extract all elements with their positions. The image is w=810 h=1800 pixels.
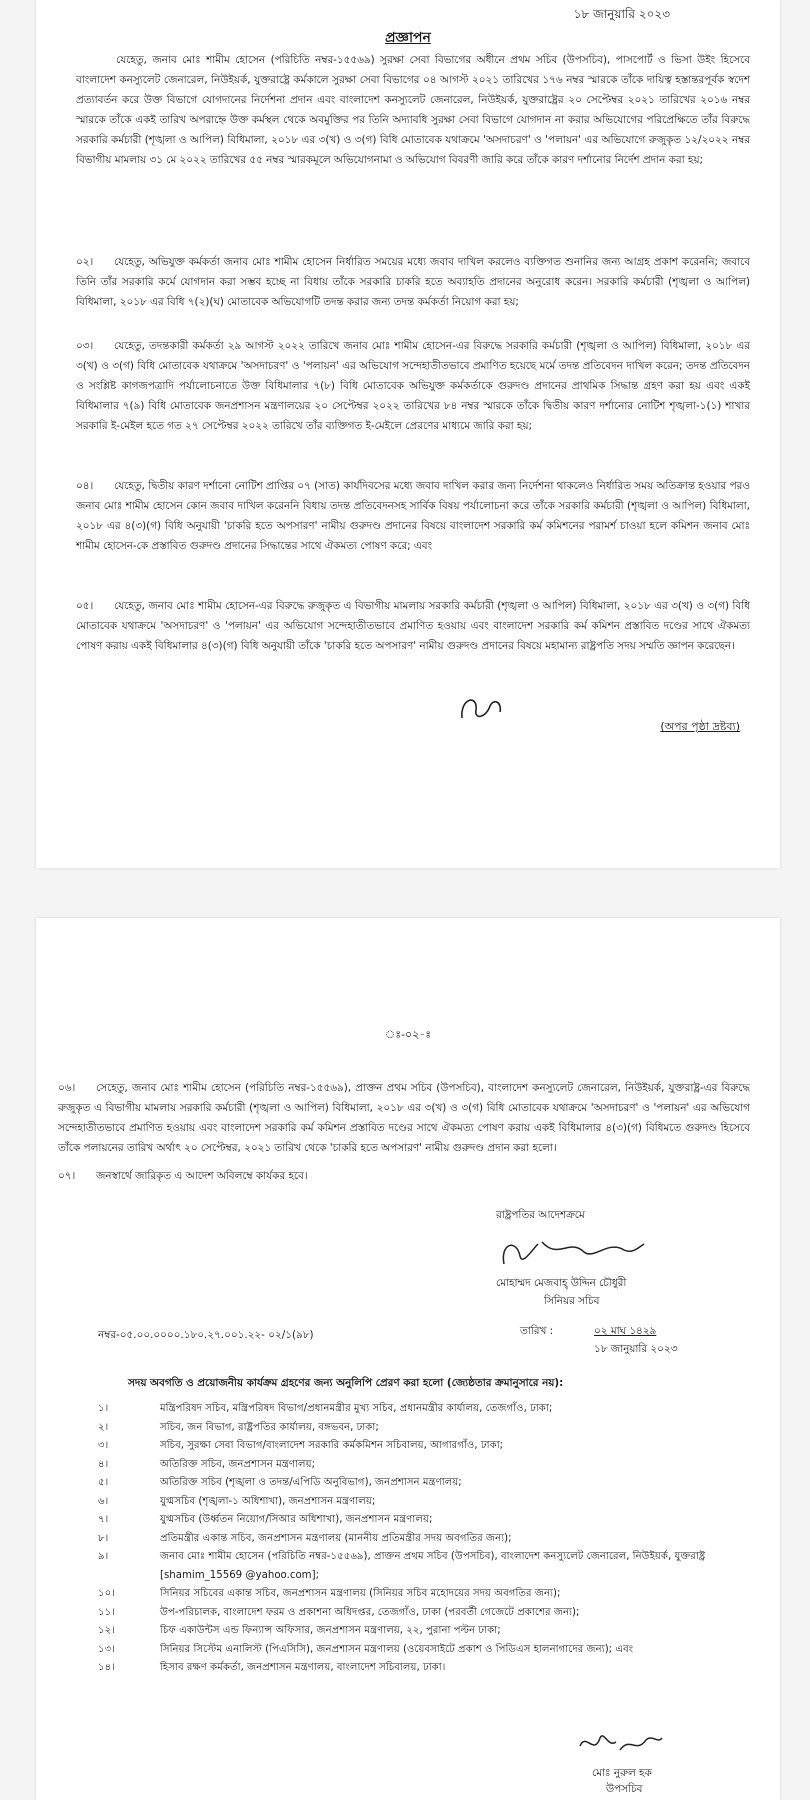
date-bangla: ০২ মাঘ ১৪২৯ (594, 1325, 657, 1337)
paragraph-04 (76, 476, 750, 556)
list-item-number: ১১। (98, 1606, 115, 1618)
list-item (98, 1493, 738, 1512)
paragraph-text: যেহেতু, দ্বিতীয় কারণ দর্শানো নোটিশ প্রাপ্তির ০৭ (সাত) কার্যদিবসের মধ্যে জবাব দাখিল করার জন্য নির্দেশনা থাকলেও নির্ধারিত সময় অতিক্রান্ত হওয়ার পরও জনাব মোঃ শামীম হোসেন কোন জবাব দাখিল করেননি বিধায় তদন্ত প্রতিবেদনসহ সার্বিক বিষয় পর্যালোচনা করে তাঁকে সরকারি কর্মচারী (শৃঙ্খলা ও আপিল) বিধিমালা, ২০১৮ এর ৪(৩)(গ) বিধি অনুযায়ী 'চাকরি হতে অপসারণ' নামীয় গুরুদণ্ড প্রদানের বিষয়ে বাংলাদেশ সরকারি কর্ম কমিশনের পরামর্শ চাওয়া হলে কমিশন জনাব মোঃ শামীম হোসেন-কে প্রস্তাবিত গুরুদণ্ড প্রদানের সিদ্ধান্তের সাথে ঐকমত্য পোষণ করে; এবং (76, 480, 750, 552)
list-item-number: ৯। (98, 1551, 109, 1562)
paragraph-number: ০৫। (76, 600, 94, 612)
list-item-number: ৩। (98, 1440, 109, 1451)
list-item-text: যুগ্মসচিব (শৃঙ্খলা-১ অধিশাখা), জনপ্রশাসন মন্ত্রণালয়; (160, 1495, 376, 1507)
paragraph-text: সেহেতু, জনাব মোঃ শামীম হোসেন (পরিচিতি নম্বর-১৫৫৬৯), প্রাক্তন প্রথম সচিব (উপসচিব), বাংলাদেশ কনস্যুলেট জেনারেল, নিউইয়র্ক, যুক্তরাষ্ট্র-এর বিরুদ্ধে রুজুকৃত এ বিভাগীয় মামলায় সরকারি কর্মচারী (শৃঙ্খলা ও আপিল) বিধিমালা, ২০১৮ এর ৩(খ) ও ৩(গ) বিধি মোতাবেক যথাক্রমে 'অসদাচরণ' ও 'পলায়ন' এর অভিযোগ সন্দেহাতীতভাবে প্রমাণিত হওয়ায় এবং বাংলাদেশ সরকারি কর্ম কমিশন প্রস্তাবিত দণ্ডের সাথে ঐকমত্য পোষণ করায় একই বিধিমালার ৪(৩)(গ) বিধিমতে গুরুদণ্ড হিসেবে তাঁকে পলায়নের তারিখ অর্থাৎ ২০ সেপ্টেম্বর, ২০২১ তারিখ থেকে 'চাকরি হতে অপসারণ' নামীয় গুরুদণ্ড প্রদান করা হলো। (58, 1082, 750, 1154)
paragraph-02 (76, 252, 750, 312)
list-item-text: সচিব, জন বিভাগ, রাষ্ট্রপতির কার্যালয়, বঙ্গভবন, ঢাকা; (160, 1421, 379, 1433)
top-date: ১৮ জানুয়ারি ২০২৩ (573, 7, 670, 21)
document-page-1 (36, 0, 780, 868)
signatory-title: সিনিয়র সচিব (544, 1295, 600, 1307)
list-item-text: সচিব, সুরক্ষা সেবা বিভাগ/বাংলাদেশ সরকারি কর্মকমিশন সচিবালয়, আগারগাঁও, ঢাকা; (160, 1440, 504, 1451)
list-item-number: ৬। (98, 1495, 109, 1507)
list-item (98, 1511, 738, 1530)
list-item-number: ১৩। (98, 1643, 115, 1655)
list-item-number: ৮। (98, 1532, 109, 1544)
signature-mark (498, 1230, 648, 1274)
paragraph-intro: যেহেতু, জনাব মোঃ শামীম হোসেন (পরিচিতি নম্বর-১৫৫৬৯) সুরক্ষা সেবা বিভাগের অধীনে প্রথম সচিব (উপসচিব), পাসপোর্ট ও ভিসা উইং হিসেবে বাংলাদেশ কনস্যুলেট জেনারেল, নিউইয়র্ক, যুক্তরাষ্ট্রে কর্মকালে সুরক্ষা সেবা বিভাগের ০৪ আগস্ট ২০২১ তারিখের ১৭৬ নম্বর স্মারকে তাঁকে দায়িত্ব হস্তান্তরপূর্বক স্বদেশ প্রত্যাবর্তন করে উক্ত বিভাগে যোগদানের নির্দেশনা প্রদান এবং বাংলাদেশ কনস্যুলেট জেনারেল, নিউইয়র্ক, যুক্তরাষ্ট্রের ২০ সেপ্টেম্বর ২০২১ তারিখের ২০১৬ নম্বর স্মারকে তাঁকে একই তারিখ অপরাহ্নে উক্ত কর্মস্থল থেকে অবমুক্তির পর তিনি অদ্যাবধি সুরক্ষা সেবা বিভাগে যোগদান না করার অভিযোগের পরিপ্রেক্ষিতে তাঁর বিরুদ্ধে সরকারি কর্মচারী (শৃঙ্খলা ও আপিল) বিধিমালা, ২০১৮ এর ৩(খ) ও ৩(গ) বিধি মোতাবেক যথাক্রমে 'অসদাচরণ' ও 'পলায়ন' এর অভিযোগে রুজুকৃত ১২/২০২২ নম্বর বিভাগীয় মামলায় ৩১ মে ২০২২ তারিখের ৫৫ নম্বর স্মারকমূলে অভিযোগনামা ও অভিযোগ বিবরণী জারি করে তাঁকে কারণ দর্শানোর নির্দেশ প্রদান করা হয়; (76, 54, 750, 166)
page-number: ঃ-০২-ঃ (384, 1028, 432, 1041)
paragraph-text: যেহেতু, অভিযুক্ত কর্মকর্তা জনাব মোঃ শামীম হোসেন নির্ধারিত সময়ের মধ্যে জবাব দাখিল করলেও ব্যক্তিগত শুনানির জন্য আগ্রহ প্রকাশ করেননি; জবাবে তিনি তাঁর সরকারি কর্মে যোগদান করা সম্ভব হচ্ছে না বিধায় তাঁকে সরকারি চাকরি হতে অব্যাহতি প্রদানের অনুরোধ করেন। সরকারি কর্মচারী (শৃঙ্খলা ও আপিল) বিধিমালা, ২০১৮ এর বিধি ৭(২)(ঘ) মোতাবেক অভিযোগটি তদন্ত করার জন্য তদন্ত কর্মকর্তা নিয়োগ করা হয়; (76, 256, 750, 308)
paragraph-05 (76, 596, 750, 656)
paragraph-number: ০২। (76, 256, 94, 268)
list-item (98, 1419, 738, 1438)
list-item (98, 1548, 738, 1585)
list-item (98, 1530, 738, 1549)
list-item-text: প্রতিমন্ত্রীর একান্ত সচিব, জনপ্রশাসন মন্ত্রণালয় (মাননীয় প্রতিমন্ত্রীর সদয় অবগতির জন্য); (160, 1532, 512, 1544)
list-item-text: অতিরিক্ত সচিব (শৃঙ্খলা ও তদন্ত/এপিডি অনুবিভাগ), জনপ্রশাসন মন্ত্রণালয়; (160, 1477, 462, 1488)
distribution-list (98, 1400, 738, 1678)
paragraph-number: ০৬। (58, 1082, 76, 1094)
list-item-text: উপ-পরিচালক, বাংলাদেশ ফরম ও প্রকাশনা অধিদপ্তর, তেজগাঁও, ঢাকা (পরবর্তী গেজেটে প্রকাশের জন্য); (160, 1606, 580, 1618)
document-title: প্রজ্ঞাপন (385, 30, 431, 46)
list-item (98, 1585, 738, 1604)
list-item-text: জনাব মোঃ শামীম হোসেন (পরিচিতি নম্বর-১৫৫৬৯), প্রাক্তন প্রথম সচিব (উপসচিব), বাংলাদেশ কনস্যুলেট জেনারেল, নিউইয়র্ক, যুক্তরাষ্ট্র [shamim_15569 @yahoo.com]; (160, 1551, 706, 1581)
paragraph-03 (76, 336, 750, 436)
list-item (98, 1604, 738, 1623)
list-item-text: অতিরিক্ত সচিব, জনপ্রশাসন মন্ত্রণালয়; (160, 1458, 316, 1470)
date-english: ১৮ জানুয়ারি ২০২৩ (594, 1343, 678, 1355)
list-item-number: ১০। (98, 1588, 115, 1599)
signature-mark (456, 688, 516, 728)
by-order-line: রাষ্ট্রপতির আদেশক্রমে (496, 1209, 585, 1221)
list-item (98, 1400, 738, 1419)
paragraph-text: জনস্বার্থে জারিকৃত এ আদেশ অবিলম্বে কার্যকর হবে। (96, 1170, 308, 1182)
signature-mark (576, 1726, 666, 1764)
paragraph-text: যেহেতু, তদন্তকারী কর্মকর্তা ২৯ আগস্ট ২০২২ তারিখে জনাব মোঃ শামীম হোসেন-এর বিরুদ্ধে সরকারি কর্মচারী (শৃঙ্খলা ও আপিল) বিধিমালা, ২০১৮ এর ৩(খ) ও ৩(গ) বিধি মোতাবেক যথাক্রমে 'অসদাচরণ' ও 'পলায়ন' এর অভিযোগ সন্দেহাতীতভাবে প্রমাণিত হয়েছে মর্মে তদন্ত প্রতিবেদন দাখিল করেন; তদন্ত প্রতিবেদন ও সংশ্লিষ্ট কাগজপত্রাদি পর্যালোচনাতে উক্ত বিধিমালার ৭(৮) বিধি মোতাবেক অভিযুক্ত কর্মকর্তাকে গুরুদণ্ড প্রদানের প্রাথমিক সিদ্ধান্ত গ্রহণ করা হয় এবং একই বিধিমালার ৭(৯) বিধি মোতাবেক জনপ্রশাসন মন্ত্রণালয়ের ২০ সেপ্টেম্বর ২০২২ তারিখের ৮৪ নম্বর স্মারকে তাঁকে দ্বিতীয় কারণ দর্শানোর নোটিশ শৃঙ্খলা-১(১) শাখার সরকারি ই-মেইল হতে গত ২৭ সেপ্টেম্বর ২০২২ তারিখে তাঁর ব্যক্তিগত ই-মেইলে প্রেরণের মাধ্যমে জারি করা হয়; (76, 340, 750, 432)
list-item-number: ৪। (98, 1458, 109, 1470)
reference-number: নম্বর-০৫.০০.০০০০.১৮০.২৭.০০১.২২- ০২/১(৯৮) (98, 1329, 314, 1341)
date-block (520, 1322, 677, 1358)
list-item-number: ১৪। (98, 1662, 115, 1673)
list-item (98, 1659, 738, 1678)
list-item-number: ৭। (98, 1514, 109, 1525)
list-item-number: ১২। (98, 1625, 115, 1636)
list-item (98, 1474, 738, 1493)
list-item-number: ২। (98, 1421, 109, 1433)
list-item-text: যুগ্মসচিব (উর্ধ্বতন নিয়োগ/সিআর অধিশাখা), জনপ্রশাসন মন্ত্রণালয়; (160, 1514, 433, 1525)
distribution-heading: সদয় অবগতি ও প্রয়োজনীয় কার্যক্রম গ্রহণের জন্য অনুলিপি প্রেরণ করা হলো (জ্যেষ্ঠতার ক্রমানুসারে নয়): (128, 1377, 564, 1389)
list-item-text: মন্ত্রিপরিষদ সচিব, মন্ত্রিপরিষদ বিভাগ/প্রধানমন্ত্রীর মুখ্য সচিব, প্রধানমন্ত্রীর কার্যালয়, তেজগাঁও, ঢাকা; (160, 1403, 553, 1414)
signatory-name: মোহাম্মদ মেজবাহ্ উদ্দিন চৌধুরী (496, 1277, 627, 1289)
paragraph-number: ০৪। (76, 480, 94, 492)
list-item-text: চিফ একাউন্টস এন্ড ফিন্যান্স অফিসার, জনপ্রশাসন মন্ত্রণালয়, ২২, পুরানা পল্টন ঢাকা; (160, 1625, 501, 1636)
list-item-text: হিসাব রক্ষণ কর্মকর্তা, জনপ্রশাসন মন্ত্রণালয়, বাংলাদেশ সচিবালয়, ঢাকা। (160, 1662, 446, 1673)
list-item (98, 1437, 738, 1456)
list-item-number: ১। (98, 1403, 109, 1414)
list-item-text: সিনিয়র সিস্টেম এনালিস্ট (পিএসিসি), জনপ্রশাসন মন্ত্রণালয় (ওয়েবসাইটে প্রকাশ ও পিডিএস হালনাগাদের জন্য); এবং (160, 1643, 634, 1655)
list-item (98, 1456, 738, 1475)
continue-note: (অপর পৃষ্ঠা দ্রষ্টব্য) (660, 720, 740, 733)
list-item-text: সিনিয়র সচিবের একান্ত সচিব, জনপ্রশাসন মন্ত্রণালয় (সিনিয়র সচিব মহোদয়ের সদয় অবগতির জন্য); (160, 1588, 561, 1599)
document-page-2 (36, 918, 780, 1800)
officer-name: মোঃ নুরুল হক (592, 1767, 652, 1779)
list-item (98, 1641, 738, 1660)
list-item (98, 1622, 738, 1641)
paragraph-text: যেহেতু, জনাব মোঃ শামীম হোসেন-এর বিরুদ্ধে রুজুকৃত এ বিভাগীয় মামলায় সরকারি কর্মচারী (শৃঙ্খলা ও আপিল) বিধিমালা, ২০১৮ এর ৩(খ) ও ৩(গ) বিধি মোতাবেক যথাক্রমে 'অসদাচরণ' ও 'পলায়ন' এর অভিযোগ সন্দেহাতীতভাবে প্রমাণিত হওয়ায় এবং বাংলাদেশ সরকারি কর্ম কমিশন প্রস্তাবিত দণ্ডের সাথে ঐকমত্য পোষণ করায় একই বিধিমালার ৪(৩)(গ) বিধি অনুযায়ী তাঁকে 'চাকরি হতে অপসারণ' নামীয় গুরুদণ্ড প্রদানের বিষয়ে মহামান্য রাষ্ট্রপতি সদয় সম্মতি জ্ঞাপন করেছেন। (76, 600, 750, 652)
paragraph-06 (58, 1078, 750, 1158)
date-label: তারিখ : (520, 1325, 554, 1337)
list-item-number: ৫। (98, 1477, 109, 1488)
paragraph-number: ০৭। (58, 1170, 76, 1182)
officer-title: উপসচিব (606, 1783, 643, 1795)
paragraph-07 (58, 1166, 750, 1186)
paragraph-number: ০৩। (76, 340, 94, 352)
